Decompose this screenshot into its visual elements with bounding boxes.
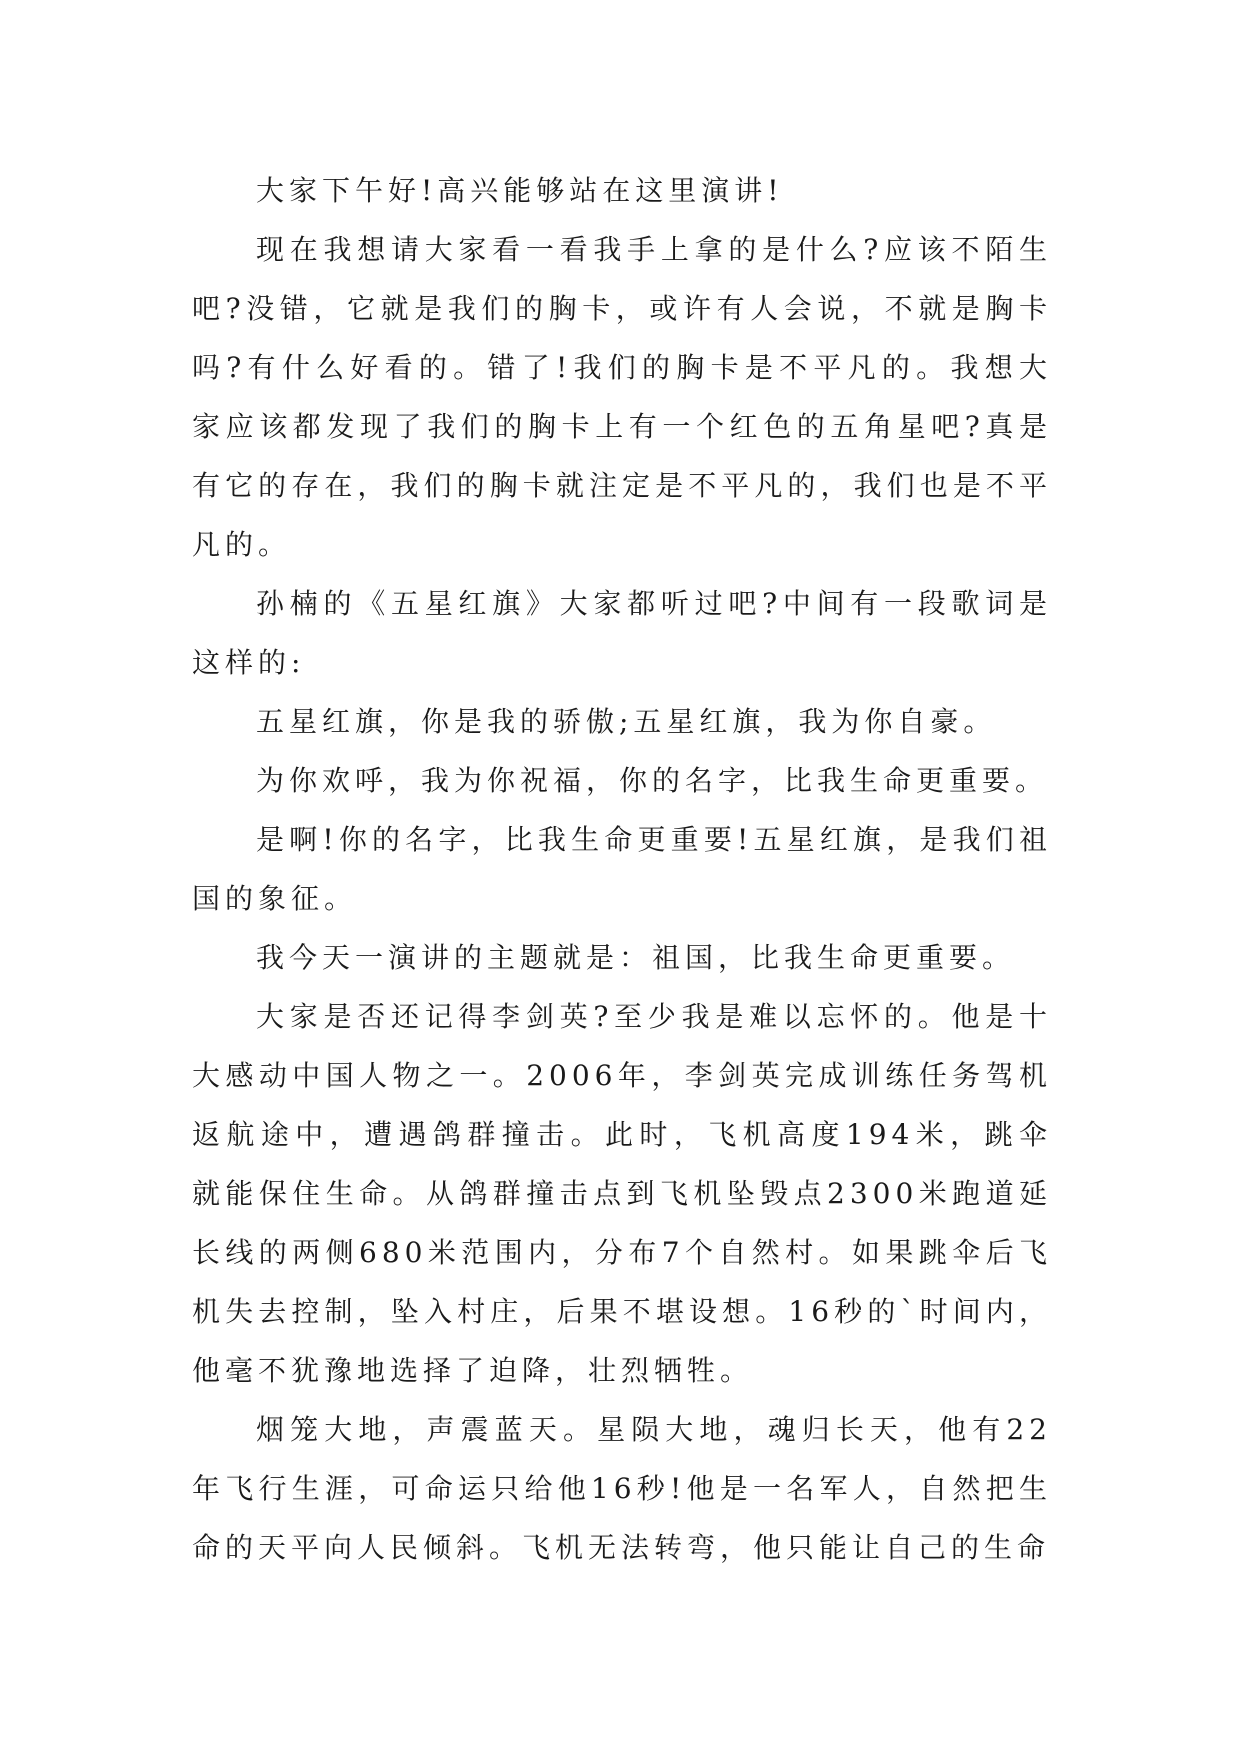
paragraph-song-intro: 孙楠的《五星红旗》大家都听过吧?中间有一段歌词是这样的: — [192, 587, 1052, 679]
speech-body — [192, 161, 1052, 1577]
paragraph-greeting: 大家下午好!高兴能够站在这里演讲! — [256, 174, 784, 207]
paragraph-sacrifice: 烟笼大地，声震蓝天。星陨大地，魂归长天，他有22年飞行生涯，可命运只给他16秒!他是一名军人，自然把生命的天平向人民倾斜。飞机无法转弯，他只能让自己的生命 — [192, 1413, 1052, 1564]
paragraph-flag-symbol: 是啊!你的名字，比我生命更重要!五星红旗，是我们祖国的象征。 — [192, 823, 1052, 915]
paragraph-badge: 现在我想请大家看一看我手上拿的是什么?应该不陌生吧?没错，它就是我们的胸卡，或许有人会说，不就是胸卡吗?有什么好看的。错了!我们的胸卡是不平凡的。我想大家应该都发现了我们的胸卡上有一个红色的五角星吧?真是有它的存在，我们的胸卡就注定是不平凡的，我们也是不平凡的。 — [192, 233, 1052, 561]
paragraph-lyric-line-1: 五星红旗，你是我的骄傲;五星红旗，我为你自豪。 — [256, 705, 997, 738]
paragraph-theme: 我今天一演讲的主题就是：祖国，比我生命更重要。 — [256, 941, 1016, 974]
paragraph-li-jianying: 大家是否还记得李剑英?至少我是难以忘怀的。他是十大感动中国人物之一。2006年，李剑英完成训练任务驾机返航途中，遭遇鸽群撞击。此时，飞机高度194米，跳伞就能保住生命。从鸽群撞击点到飞机坠毁点2300米跑道延长线的两侧680米范围内，分布7个自然村。如果跳伞后飞机失去控制，坠入村庄，后果不堪设想。16秒的`时间内，他毫不犹豫地选择了迫降，壮烈牺牲。 — [192, 1000, 1052, 1387]
paragraph-lyric-line-2: 为你欢呼，我为你祝福，你的名字，比我生命更重要。 — [256, 764, 1049, 797]
